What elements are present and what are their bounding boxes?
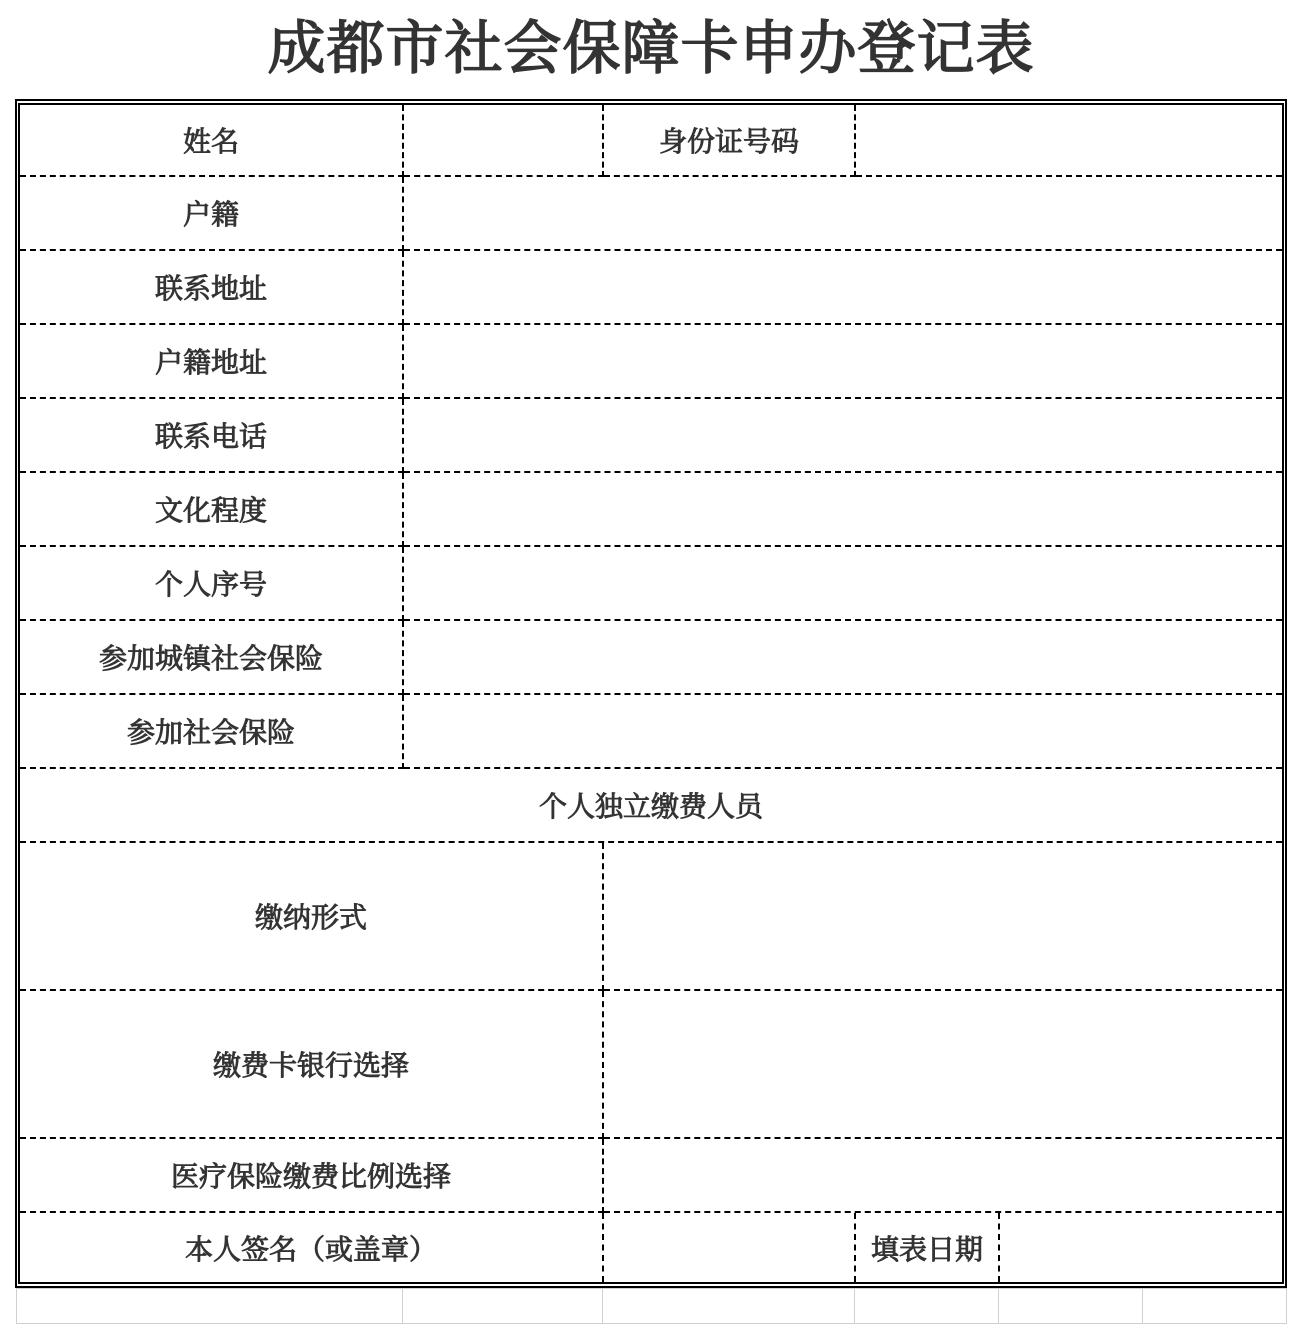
- medical-ratio-field[interactable]: [604, 1139, 1282, 1213]
- urban-insurance-field[interactable]: [404, 621, 1282, 695]
- signature-field[interactable]: [604, 1213, 856, 1282]
- social-insurance-field[interactable]: [404, 695, 1282, 769]
- name-label: 姓名: [20, 105, 404, 177]
- personal-no-field[interactable]: [404, 547, 1282, 621]
- grid-cell: [854, 1288, 999, 1324]
- urban-insurance-label: 参加城镇社会保险: [20, 621, 404, 695]
- huji-label: 户籍: [20, 177, 404, 251]
- education-field[interactable]: [404, 473, 1282, 547]
- grid-cell: [1142, 1288, 1287, 1324]
- form-table: [18, 103, 1284, 1284]
- bank-field[interactable]: [604, 991, 1282, 1139]
- grid-cell: [998, 1288, 1143, 1324]
- phone-field[interactable]: [404, 399, 1282, 473]
- section-header: 个人独立缴费人员: [20, 769, 1282, 843]
- page-title: 成都市社会保障卡申办登记表: [267, 14, 1035, 82]
- contact-address-label: 联系地址: [20, 251, 404, 325]
- huji-address-label: 户籍地址: [20, 325, 404, 399]
- id-field[interactable]: [856, 105, 1282, 177]
- phone-label: 联系电话: [20, 399, 404, 473]
- huji-address-field[interactable]: [404, 325, 1282, 399]
- contact-address-field[interactable]: [404, 251, 1282, 325]
- date-field[interactable]: [1000, 1213, 1282, 1282]
- education-label: 文化程度: [20, 473, 404, 547]
- grid-cell: [16, 1288, 403, 1324]
- payment-form-label: 缴纳形式: [20, 843, 604, 991]
- payment-form-field[interactable]: [604, 843, 1282, 991]
- date-label: 填表日期: [856, 1213, 1000, 1282]
- id-label: 身份证号码: [604, 105, 856, 177]
- medical-ratio-label: 医疗保险缴费比例选择: [20, 1139, 604, 1213]
- social-insurance-label: 参加社会保险: [20, 695, 404, 769]
- signature-label: 本人签名（或盖章）: [20, 1213, 604, 1282]
- grid-cell: [602, 1288, 855, 1324]
- name-field[interactable]: [404, 105, 604, 177]
- personal-no-label: 个人序号: [20, 547, 404, 621]
- huji-field[interactable]: [404, 177, 1282, 251]
- grid-cell: [402, 1288, 603, 1324]
- bank-label: 缴费卡银行选择: [20, 991, 604, 1139]
